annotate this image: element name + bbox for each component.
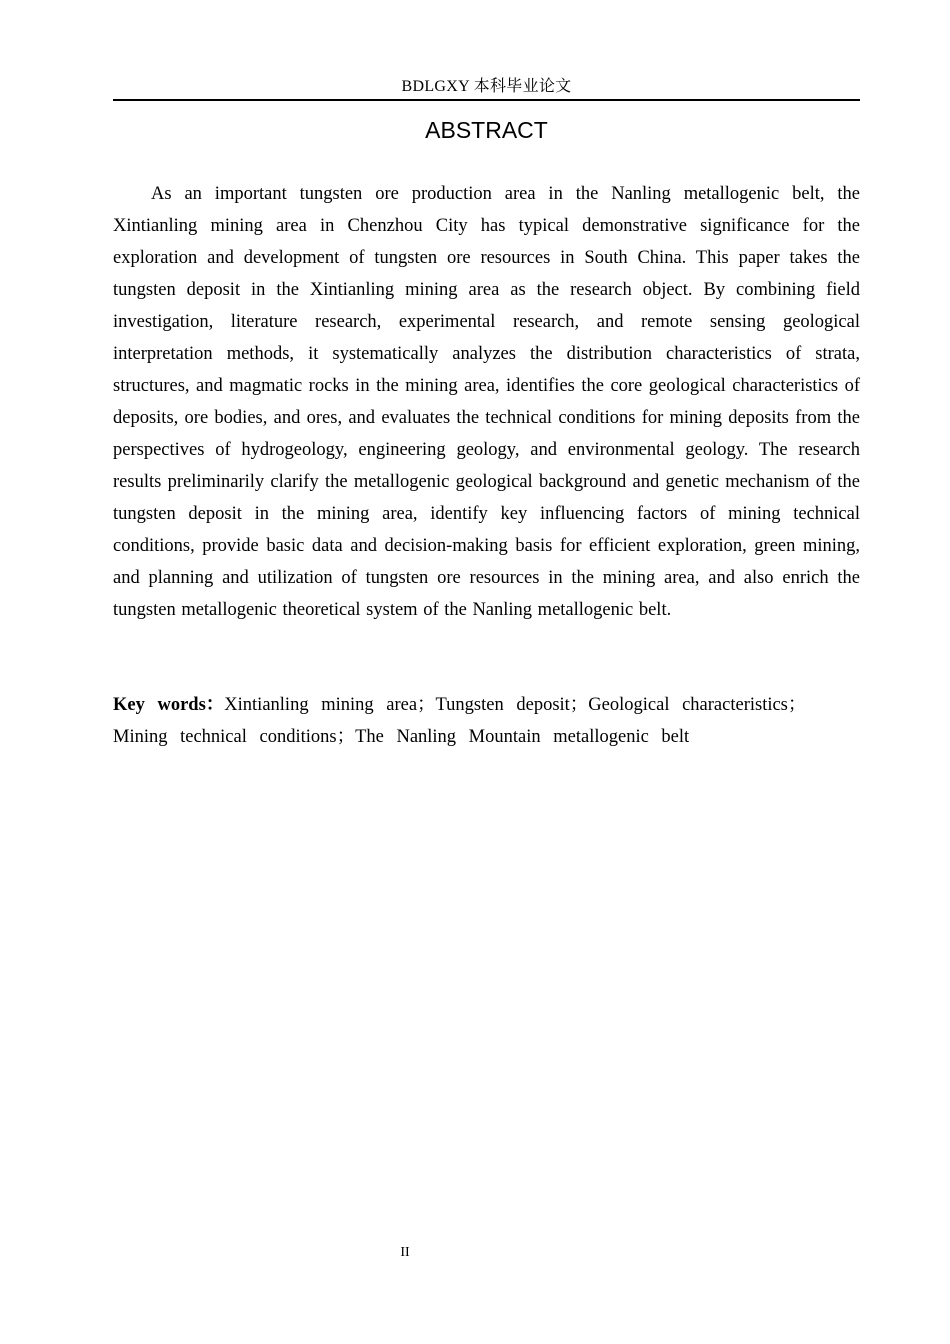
- page-number: II: [400, 1245, 410, 1260]
- abstract-title: ABSTRACT: [425, 117, 548, 143]
- keywords-text: Xintianling mining area；Tungsten deposit；Geological characteristics；Mining technical conditions；The Nanling Mountain metallogenic belt: [113, 695, 807, 747]
- keywords-paragraph: [113, 689, 860, 753]
- abstract-body: As an important tungsten ore production area in the Nanling metallogenic belt, the Xintianling mining area in Chenzhou City has typical demonstrative significance for the exploration and development of tungsten ore resources in South China. This paper takes the tungsten deposit in the Xintianling mining area as the research object. By combining field investigation, literature research, experimental research, and remote sensing geological interpretation methods, it systematically analyzes the distribution characteristics of strata, structures, and magmatic rocks in the mining area, identifies the core geological characteristics of deposits, ore bodies, and ores, and evaluates the technical conditions for mining deposits from the perspectives of hydrogeology, engineering geology, and environmental geology. The research results preliminarily clarify the metallogenic geological background and genetic mechanism of the tungsten deposit in the mining area, identify key influencing factors of mining technical conditions, provide basic data and decision-making basis for efficient exploration, green mining, and planning and utilization of tungsten ore resources in the mining area, and also enrich the tungsten metallogenic theoretical system of the Nanling metallogenic belt.: [113, 184, 860, 620]
- keywords-label: Key words：: [113, 695, 225, 715]
- page-header: BDLGXY 本科毕业论文: [113, 74, 860, 101]
